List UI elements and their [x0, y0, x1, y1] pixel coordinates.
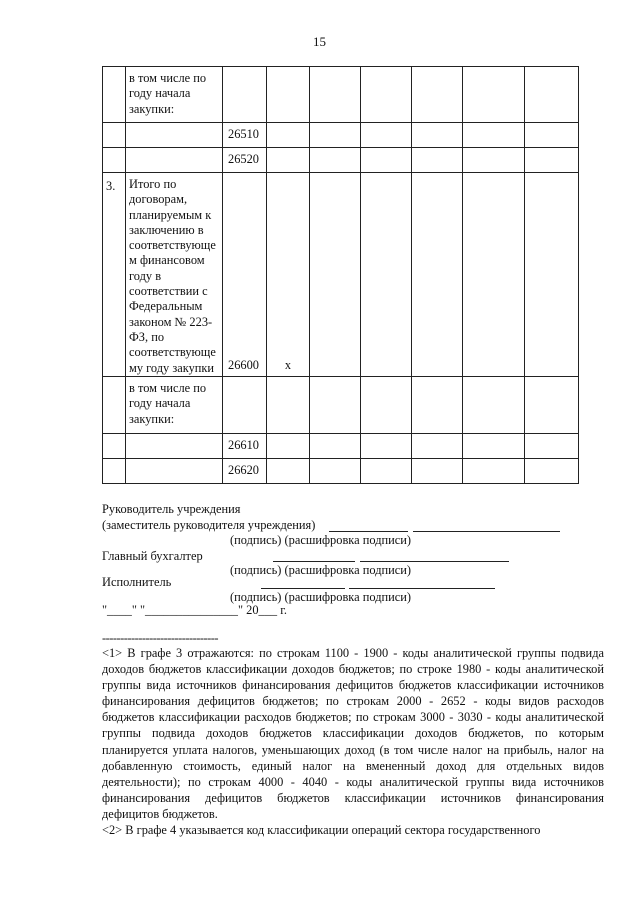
cell-code: 26610 — [223, 434, 267, 459]
cell-empty — [412, 123, 463, 148]
cell-num — [103, 123, 126, 148]
cell-empty — [412, 173, 463, 377]
chief-accountant-label: Главный бухгалтер — [102, 549, 203, 563]
table-row — [103, 67, 579, 123]
cell-num — [103, 459, 126, 484]
cell-description — [126, 434, 223, 459]
cell-mark: x — [267, 173, 310, 377]
cell-empty — [361, 148, 412, 173]
cell-mark — [267, 67, 310, 123]
cell-description: в том числе по году начала закупки: — [126, 377, 223, 434]
cell-empty — [412, 434, 463, 459]
table-row — [103, 377, 579, 434]
cell-empty — [310, 434, 361, 459]
cell-empty — [412, 459, 463, 484]
cell-empty — [361, 123, 412, 148]
date-field: "____" "_______________" 20___ г. — [102, 603, 287, 617]
cell-empty — [463, 148, 525, 173]
cell-description: в том числе по году начала закупки: — [126, 67, 223, 123]
cell-empty — [310, 123, 361, 148]
cell-description — [126, 459, 223, 484]
signature-line — [261, 588, 345, 589]
cell-empty — [525, 459, 579, 484]
cell-empty — [412, 148, 463, 173]
cell-empty — [463, 123, 525, 148]
cell-description — [126, 123, 223, 148]
cell-empty — [361, 434, 412, 459]
cell-mark — [267, 459, 310, 484]
table-row — [103, 123, 579, 148]
signature-decoding-line — [349, 588, 495, 589]
page-number: 15 — [313, 34, 326, 49]
cell-empty — [361, 459, 412, 484]
signature-caption: (подпись) (расшифровка подписи) — [230, 590, 412, 604]
cell-empty — [525, 67, 579, 123]
signature-caption: (подпись) (расшифровка подписи) — [230, 563, 412, 577]
cell-empty — [525, 377, 579, 434]
cell-empty — [361, 67, 412, 123]
signature-line — [329, 531, 408, 532]
cell-code: 26510 — [223, 123, 267, 148]
cell-empty — [463, 377, 525, 434]
cell-empty — [525, 123, 579, 148]
signature-line — [273, 561, 355, 562]
executor-label: Исполнитель — [102, 575, 172, 589]
cell-num — [103, 67, 126, 123]
cell-empty — [463, 434, 525, 459]
cell-empty — [310, 377, 361, 434]
cell-empty — [412, 377, 463, 434]
signature-caption: (подпись) (расшифровка подписи) — [230, 533, 412, 547]
cell-code: 26600 — [223, 173, 267, 377]
cell-empty — [310, 173, 361, 377]
cell-code: 26620 — [223, 459, 267, 484]
cell-empty — [310, 459, 361, 484]
cell-mark — [267, 434, 310, 459]
cell-code — [223, 377, 267, 434]
cell-empty — [361, 173, 412, 377]
cell-num — [103, 148, 126, 173]
head-label: Руководитель учреждения — [102, 502, 241, 516]
cell-mark — [267, 123, 310, 148]
footnote-separator: -------------------------------- — [102, 631, 219, 645]
cell-code — [223, 67, 267, 123]
cell-empty — [525, 148, 579, 173]
cell-empty — [525, 173, 579, 377]
cell-mark — [267, 148, 310, 173]
cell-code: 26520 — [223, 148, 267, 173]
cell-description: Итого по договорам, планируемым к заключению в соответствующе м финансовом году в соответствии с Федеральным законом № 223-ФЗ, по соответствующе му году закупки — [126, 173, 223, 377]
signature-decoding-line — [413, 531, 560, 532]
cell-empty — [463, 67, 525, 123]
cell-num — [103, 377, 126, 434]
cell-empty — [463, 173, 525, 377]
table-row — [103, 459, 579, 484]
deputy-head-label: (заместитель руководителя учреждения) — [102, 518, 316, 532]
cell-empty — [310, 148, 361, 173]
cell-mark — [267, 377, 310, 434]
cell-empty — [412, 67, 463, 123]
cell-description — [126, 148, 223, 173]
table-row — [103, 173, 579, 377]
cell-empty — [361, 377, 412, 434]
table-row — [103, 148, 579, 173]
cell-empty — [525, 434, 579, 459]
footnote-1: <1> В графе 3 отражаются: по строкам 1100 - 1900 - коды аналитической группы подвида доходов бюджетов классификации доходов бюджетов; по строке 1980 - коды аналитической группы вида источников финансирования дефицитов бюджетов классификации источников финансирования дефицитов бюджетов; по строкам 2000 - 2652 - коды видов расходов бюджетов классификации расходов бюджетов; по строкам 3000 - 3030 - коды аналитической группы подвида доходов бюджетов классификации доходов бюджетов, по которым планируется уплата налогов, уменьшающих доход (в том числе налог на прибыль, налог на добавленную стоимость, единый налог на вмененный доход для отдельных видов деятельности); по строкам 4000 - 4040 - коды аналитической группы вида источников финансирования дефицитов бюджетов классификации источников финансирования дефицитов бюджетов. — [102, 646, 604, 821]
footnotes — [102, 645, 604, 838]
table-row — [103, 434, 579, 459]
signature-decoding-line — [360, 561, 509, 562]
footnote-2: <2> В графе 4 указывается код классификации операций сектора государственного — [102, 823, 541, 838]
budget-table — [102, 66, 579, 484]
cell-empty — [310, 67, 361, 123]
cell-num: 3. — [103, 173, 126, 377]
cell-empty — [463, 459, 525, 484]
cell-num — [103, 434, 126, 459]
